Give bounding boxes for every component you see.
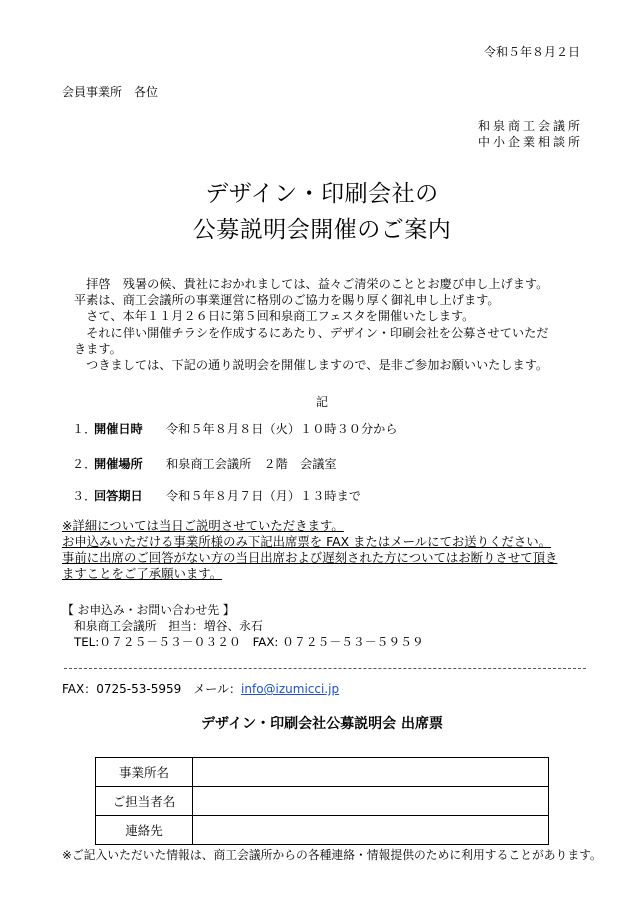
contact-block	[62, 602, 424, 650]
row-label: ご担当者名	[96, 787, 193, 816]
body-line: 拝啓 残暑の候、貴社におかれましては、益々ご清栄のこととお慶び申し上げます。	[74, 277, 549, 291]
table-row	[96, 787, 549, 816]
fax-number: FAX：0725-53-5959	[62, 682, 182, 696]
item-venue	[72, 456, 337, 473]
item-value: 令和５年８月７日（月）１３時まで	[166, 489, 361, 503]
item-value: 令和５年８月８日（火）１０時３０分から	[166, 422, 398, 436]
body-line: きます。	[74, 341, 122, 356]
body-line: それに伴い開催チラシを作成するにあたり、デザイン・印刷会社を公募させていただ	[74, 325, 549, 340]
sender-dept: 中小企業相談所	[477, 135, 583, 149]
page-title-line1: デザイン・印刷会社の	[205, 181, 439, 207]
item-value: 和泉商工会議所 ２階 会議室	[166, 457, 337, 471]
item-deadline	[72, 488, 361, 505]
row-label: 連絡先	[96, 816, 193, 845]
note-line: ますことをご了承願います。	[62, 566, 223, 581]
item-datetime	[72, 421, 398, 438]
footer-note: ※ご記入いただいた情報は、商工会議所からの各種連絡・情報提供のために利用することがあります。	[62, 848, 602, 862]
body-line: 平素は、商工会議所の事業運営に格別のご協力を賜り厚く御礼申し上げます。	[74, 293, 500, 308]
page-title-line2: 公募説明会開催のご案内	[192, 217, 452, 243]
form-title: デザイン・印刷会社公募説明会 出席票	[201, 716, 443, 732]
item-number: ３．	[72, 489, 97, 503]
cut-line-divider	[64, 668, 586, 669]
notes	[62, 518, 557, 582]
body-text	[66, 276, 596, 373]
recipient: 会員事業所 各位	[62, 85, 159, 99]
contact-tel: TEL:０７２５－５３－０３２０ FAX: ０７２５－５３－５９５９	[74, 635, 424, 649]
contact-heading: 【 お申込み・お問い合わせ先 】	[62, 603, 235, 617]
item-number: １．	[72, 422, 97, 436]
email-link[interactable]: info@izumicci.jp	[241, 682, 340, 696]
rsvp-table	[95, 757, 549, 845]
row-label: 事業所名	[96, 758, 193, 787]
note-line: お申込みいただける事業所様のみ下記出席票を FAX またはメールにてお送りください。	[62, 534, 552, 549]
contact-org: 和泉商工会議所 担当：増谷、永石	[74, 619, 263, 633]
table-row	[96, 758, 549, 787]
note-line: 事前に出席のご回答がない方の当日出席および遅刻された方についてはお断りさせて頂き	[62, 550, 558, 565]
body-line: つきましては、下記の通り説明会を開催しますので、是非ご参加お願いいたします。	[74, 358, 549, 373]
item-label: 回答期日	[94, 489, 143, 503]
company-name-field[interactable]	[193, 758, 549, 787]
sender-org: 和泉商工会議所	[477, 119, 583, 133]
item-label: 開催日時	[94, 422, 143, 436]
note-line: ※詳細については当日ご説明させていただきます。	[62, 518, 344, 533]
mail-label: メール：	[193, 682, 242, 696]
item-label: 開催場所	[94, 457, 143, 471]
ki-marker: 記	[315, 395, 328, 409]
table-row	[96, 816, 549, 845]
item-number: ２．	[72, 457, 97, 471]
body-line: さて、本年１１月２６日に第５回和泉商工フェスタを開催いたします。	[74, 309, 475, 324]
contact-info-field[interactable]	[193, 816, 549, 845]
date: 令和５年８月２日	[483, 45, 580, 59]
fax-line	[62, 681, 339, 698]
contact-person-field[interactable]	[193, 787, 549, 816]
